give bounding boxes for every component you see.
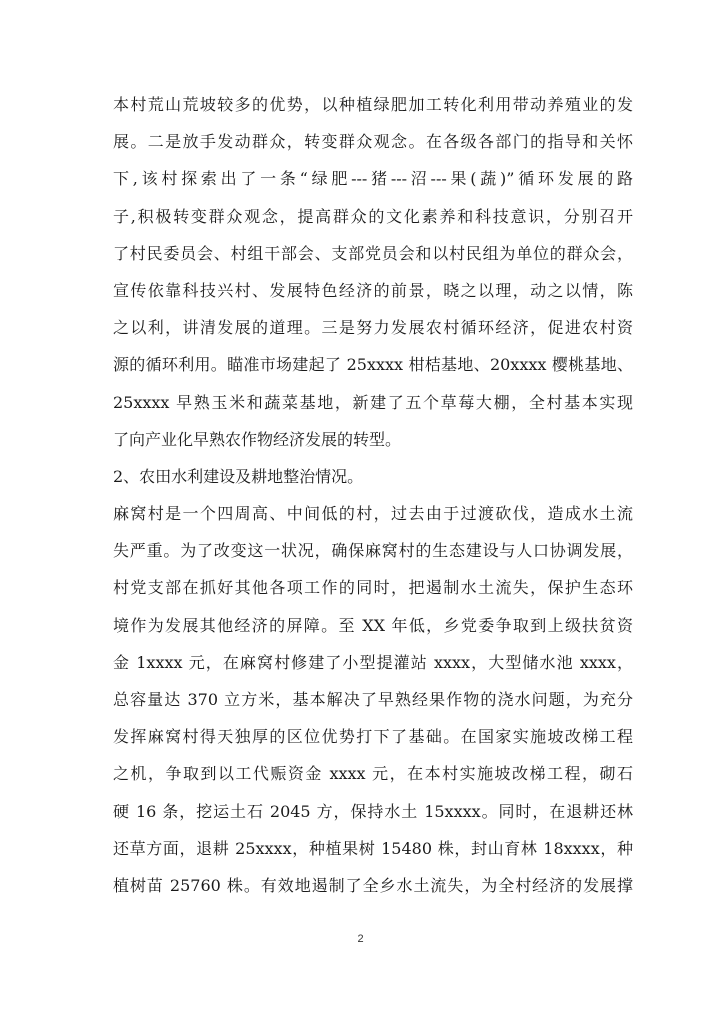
text-line: 之机，争取到以工代赈资金 xxxx 元，在本村实施坡改梯工程，砌石 — [113, 764, 633, 784]
body-text — [113, 86, 633, 904]
text-line: 展。二是放手发动群众，转变群众观念。在各级各部门的指导和关怀 — [113, 132, 633, 152]
text-line: 总容量达 370 立方米，基本解决了早熟经果作物的浇水问题，为充分 — [113, 690, 633, 709]
text-line: 宣传依靠科技兴村、发展特色经济的前景，晓之以理，动之以情，陈 — [113, 280, 633, 300]
text-line: 金 1xxxx 元，在麻窝村修建了小型提灌站 xxxx，大型储水池 xxxx， — [113, 652, 633, 672]
text-line: 境作为发展其他经济的屏障。至 XX 年低，乡党委争取到上级扶贫资 — [113, 615, 633, 635]
text-line: 硬 16 条，挖运土石 2045 方，保持水土 15xxxx。同时，在退耕还林 — [113, 801, 633, 821]
page-number: 2 — [357, 933, 364, 945]
text-line: 了向产业化早熟农作物经济发展的转型。 — [113, 429, 402, 449]
text-line: 子,积极转变群众观念，提高群众的文化素养和科技意识，分别召开 — [113, 206, 633, 226]
text-line: 了村民委员会、村组干部会、支部党员会和以村民组为单位的群众会， — [113, 243, 633, 263]
text-line: 失严重。为了改变这一状况，确保麻窝村的生态建设与人口协调发展， — [113, 541, 633, 561]
text-line: 源的循环利用。瞄准市场建起了 25xxxx 柑桔基地、20xxxx 樱桃基地、 — [113, 355, 633, 375]
text-line: 麻窝村是一个四周高、中间低的村，过去由于过渡砍伐，造成水土流 — [113, 504, 633, 524]
text-line: 下,该村探索出了一条“绿肥---猪---沼---果(蔬)”循环发展的路 — [113, 169, 633, 189]
text-line: 植树苗 25760 株。有效地遏制了全乡水土流失，为全村经济的发展撑 — [113, 875, 633, 895]
text-line: 本村荒山荒坡较多的优势，以种植绿肥加工转化利用带动养殖业的发 — [113, 95, 633, 114]
text-line: 25xxxx 早熟玉米和蔬菜基地，新建了五个草莓大棚，全村基本实现 — [113, 392, 633, 412]
section-heading: 2、农田水利建设及耕地整治情况。 — [113, 466, 364, 486]
text-line: 村党支部在抓好其他各项工作的同时，把遏制水土流失，保护生态环 — [113, 578, 633, 598]
text-line: 之以利，讲清发展的道理。三是努力发展农村循环经济，促进农村资 — [113, 318, 633, 338]
text-line: 发挥麻窝村得天独厚的区位优势打下了基础。在国家实施坡改梯工程 — [113, 727, 633, 747]
text-line: 还草方面，退耕 25xxxx，种植果树 15480 株，封山育林 18xxxx，种 — [113, 838, 633, 858]
